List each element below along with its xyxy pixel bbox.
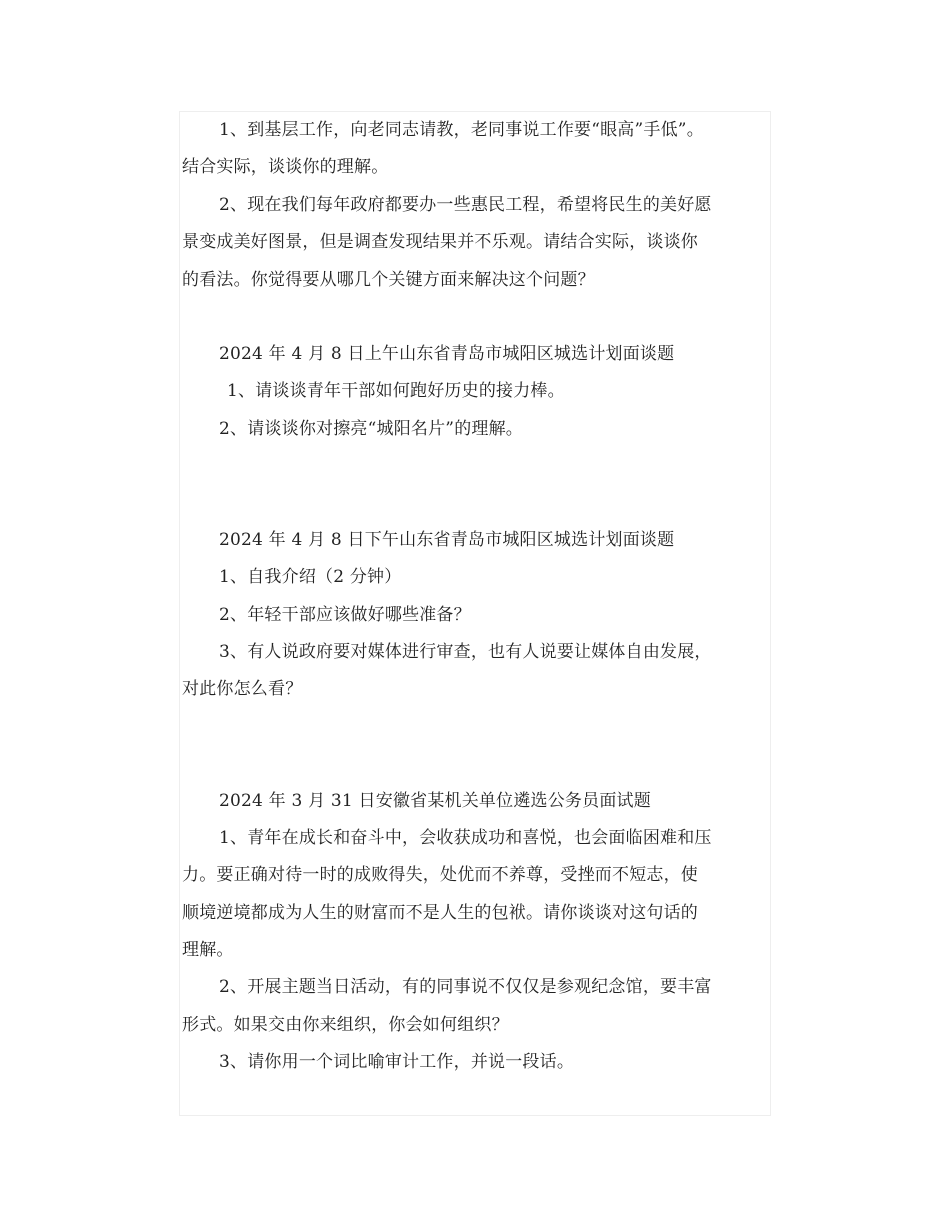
question-3: 3、请你用一个词比喻审计工作，并说一段话。 (219, 1052, 575, 1072)
question-2-line-2: 形式。如果交由你来组织，你会如何组织？ (182, 1015, 509, 1035)
question-1: 1、自我介绍（2 分钟） (219, 567, 402, 587)
section-heading-anhui: 2024 年 3 月 31 日安徽省某机关单位遴选公务员面试题 (219, 791, 651, 811)
question-1-line-3: 顺境逆境都成为人生的财富而不是人生的包袱。请你谈谈对这句话的 (182, 903, 698, 923)
section-heading-qingdao-morning: 2024 年 4 月 8 日上午山东省青岛市城阳区城选计划面谈题 (219, 344, 675, 364)
question-1-line-2: 力。要正确对待一时的成败得失，处优而不养尊，受挫而不短志，使 (182, 865, 698, 885)
question-1: 1、请谈谈青年干部如何跑好历史的接力棒。 (227, 381, 565, 401)
question-3-line-1: 3、有人说政府要对媒体进行审查，也有人说要让媒体自由发展， (219, 642, 712, 662)
question-2-line-2: 景变成美好图景，但是调查发现结果并不乐观。请结合实际，谈谈你 (182, 232, 698, 252)
question-2-line-1: 2、现在我们每年政府都要办一些惠民工程，希望将民生的美好愿 (219, 195, 712, 215)
section-heading-qingdao-afternoon: 2024 年 4 月 8 日下午山东省青岛市城阳区城选计划面谈题 (219, 530, 675, 550)
question-1-line-4: 理解。 (182, 940, 234, 960)
question-1-line-2: 结合实际，谈谈你的理解。 (182, 157, 389, 177)
question-2-line-3: 的看法。你觉得要从哪几个关键方面来解决这个问题？ (182, 270, 595, 290)
question-3-line-2: 对此你怎么看？ (182, 679, 303, 699)
question-2: 2、年轻干部应该做好哪些准备？ (219, 605, 471, 625)
question-2-line-1: 2、开展主题当日活动，有的同事说不仅仅是参观纪念馆，要丰富 (219, 977, 712, 997)
question-2: 2、请谈谈你对擦亮“城阳名片”的理解。 (219, 419, 523, 439)
question-1-line-1: 1、青年在成长和奋斗中，会收获成功和喜悦，也会面临困难和压 (219, 828, 712, 848)
question-1-line-1: 1、到基层工作，向老同志请教，老同事说工作要“眼高”手低”。 (219, 120, 704, 140)
